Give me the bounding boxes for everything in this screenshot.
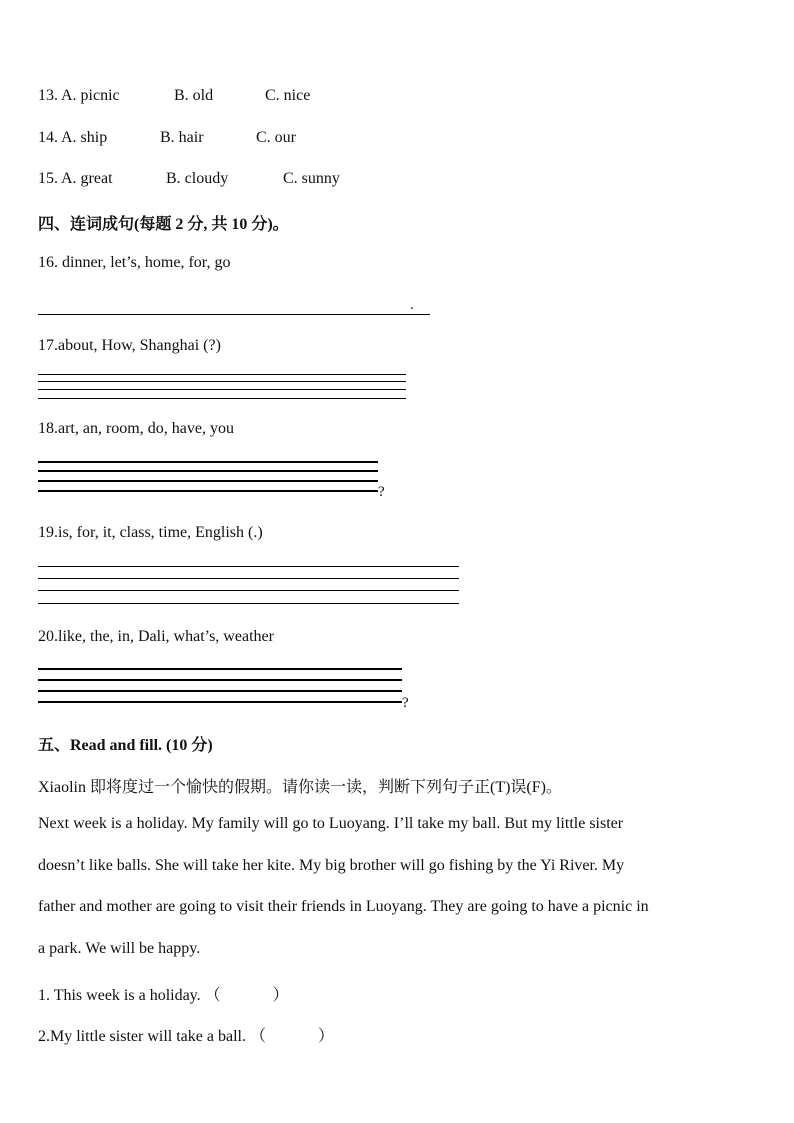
passage-line: doesn’t like balls. She will take her kite. My big brother will go fishing by the Yi River. My [38,857,625,874]
answer-line [38,461,378,463]
option-c: C. sunny [283,170,340,187]
answer-line [38,578,459,579]
passage-line: father and mother are going to visit their friends in Luoyang. They are going to have a picnic in [38,898,649,915]
answer-line [38,490,378,492]
item-16-words: 16. dinner, let’s, home, for, go [38,254,231,271]
question-text: 2.My little sister will take a ball. [38,1028,246,1045]
option-a: A. ship [61,129,108,146]
section-4-heading: 四、连词成句(每题 2 分, 共 10 分)。 [38,216,289,233]
answer-line [38,603,459,604]
section-5-heading: 五、Read and fill. (10 分) [38,737,213,754]
option-c: C. nice [265,87,311,104]
answer-bracket-close: ） [317,1028,334,1045]
answer-bracket-close: ） [272,987,289,1004]
answer-line [38,566,459,567]
item-19-words: 19.is, for, it, class, time, English (.) [38,524,263,541]
option-b: B. cloudy [166,170,229,187]
answer-line [38,398,406,399]
question-2 [38,1023,334,1046]
answer-line [38,314,430,315]
answer-bracket-open: （ [249,1028,266,1045]
option-a: A. picnic [61,87,120,104]
passage-line: Next week is a holiday. My family will go to Luoyang. I’ll take my ball. But my little sister [38,815,624,832]
answer-line [38,679,402,681]
answer-line [38,590,459,591]
answer-line [38,374,406,375]
option-a: A. great [61,170,113,187]
item-18-words: 18.art, an, room, do, have, you [38,420,234,437]
answer-line [38,701,402,703]
question-number: 15. [38,170,58,187]
passage-line: a park. We will be happy. [38,940,201,957]
question-number: 14. [38,129,58,146]
item-17-words: 17.about, How, Shanghai (?) [38,337,221,354]
question-1 [38,982,289,1005]
answer-line [38,668,402,670]
end-mark: ? [378,484,385,500]
answer-line [38,470,378,472]
instruction-text: Xiaolin 即将度过一个愉快的假期。请你读一读，判断下列句子正(T)误(F)。 [38,779,562,796]
end-mark: ? [402,695,409,711]
item-20-words: 20.like, the, in, Dali, what’s, weather [38,628,274,645]
option-c: C. our [256,129,296,146]
answer-line [38,690,402,692]
answer-line [38,389,406,390]
answer-line [38,480,378,482]
answer-line [38,381,406,382]
option-b: B. hair [160,129,204,146]
option-b: B. old [174,87,214,104]
question-text: 1. This week is a holiday. [38,987,201,1004]
question-number: 13. [38,87,58,104]
answer-bracket-open: （ [204,987,221,1004]
end-mark: . [410,297,414,313]
